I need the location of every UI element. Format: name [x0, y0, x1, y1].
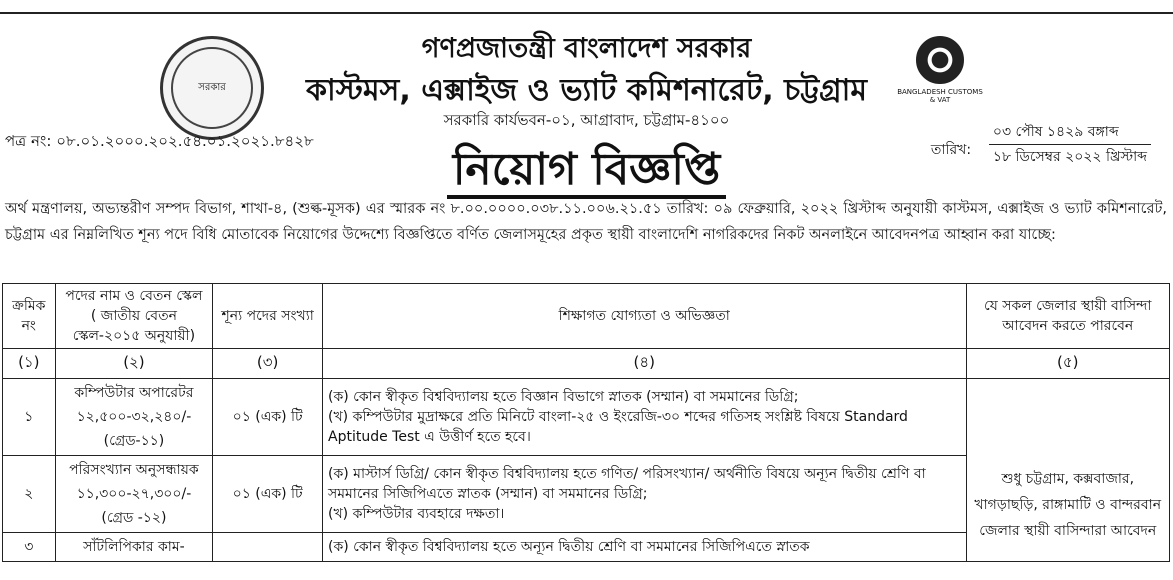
letterhead — [0, 16, 1173, 196]
notice-title-text: নিয়োগ বিজ্ঞপ্তি — [447, 144, 726, 199]
table-header-row — [3, 284, 1170, 349]
row-qualification — [323, 456, 967, 533]
customs-vat-logo — [897, 36, 983, 126]
header-serial: ক্রমিক নং — [3, 284, 56, 349]
qualification-item: (ক) মাস্টার্স ডিগ্রি/ কোন স্বীকৃত বিশ্ববিদ্যালয় হতে গণিত/ পরিসংখ্যান/ অর্থনীতি বিষয়ে অন্যূন দ্বিতীয় শ্রেণি বা সমমানের সিজিপিএতে স্নাতক (সম্মান) বা সমমানের ডিগ্রি; — [328, 466, 926, 502]
header-qualification: শিক্ষাগত যোগ্যতা ও অভিজ্ঞতা — [323, 284, 967, 349]
eligible-districts: শুধু চট্টগ্রাম, কক্সবাজার, খাগড়াছড়ি, রাঙ্গামাটি ও বান্দরবান জেলার স্থায়ী বাসিন্দারা আবেদন — [966, 379, 1170, 562]
column-number: (৩) — [213, 349, 323, 379]
government-name: গণপ্রজাতন্ত্রী বাংলাদেশ সরকার — [421, 33, 752, 64]
column-number: (২) — [55, 349, 213, 379]
column-number: (৫) — [966, 349, 1170, 379]
row-serial: ২ — [3, 456, 56, 533]
qualification-item: (খ) কম্পিউটার ব্যবহারে দক্ষতা। — [328, 506, 505, 522]
row-qualification — [323, 533, 967, 562]
qualification-item: (খ) কম্পিউটার মুদ্রাক্ষরে প্রতি মিনিটে বাংলা-২৫ ও ইংরেজি-৩০ শব্দের গতিসহ সংশ্লিষ্ট বিষয়ে Standard Aptitude Test এ উত্তীর্ণ হতে হবে। — [328, 409, 908, 445]
top-rule — [0, 12, 1173, 14]
intro-paragraph: অর্থ মন্ত্রণালয়, অভ্যন্তরীণ সম্পদ বিভাগ, শাখা-৪, (শুল্ক-মূসক) এর স্মারক নং ৮.০০.০০০০.০৩৮.১১.০০৬.২১.৫১ তারিখ: ০৯ ফেব্রুয়ারি, ২০২২ খ্রিস্টাব্দ অনুযায়ী কাস্টমস, এক্সাইজ ও ভ্যাট কমিশনারেট, চট্টগ্রাম এর নিম্নলিখিত শূন্য পদে বিধি মোতাবেক নিয়োগের উদ্দেশ্যে বিজ্ঞপ্তিতে বর্ণিত জেলাসমূহের প্রকৃত স্থায়ী বাংলাদেশি নাগরিকদের নিকট অনলাইনে আবেদনপত্র আহ্বান করা যাচ্ছে: — [5, 201, 1167, 243]
vacancy-table — [2, 283, 1170, 562]
row-post — [55, 379, 213, 456]
customs-logo-text: BANGLADESH CUSTOMS & VAT — [897, 88, 983, 104]
qualification-item: (ক) কোন স্বীকৃত বিশ্ববিদ্যালয় হতে অন্যূন দ্বিতীয় শ্রেণি বা সমমানের সিজিপিএতে স্নাতক — [328, 539, 810, 555]
row-count — [213, 533, 323, 562]
row-serial: ১ — [3, 379, 56, 456]
date-bangla: ০৩ পৌষ ১৪২৯ বঙ্গাব্দ — [989, 120, 1151, 145]
pay-scale: ১১,৩০০-২৭,৩০০/- — [76, 486, 192, 502]
date-label: তারিখ: — [930, 142, 972, 158]
office-name: কাস্টমস, এক্সাইজ ও ভ্যাট কমিশনারেট, চট্টগ্রাম — [305, 73, 868, 108]
post-name: পরিসংখ্যান অনুসন্ধায়ক — [69, 462, 199, 478]
office-address: সরকারি কার্যভবন-০১, আগ্রাবাদ, চট্টগ্রাম-৪১০০ — [443, 111, 730, 129]
post-name: সাঁটলিপিকার কাম- — [83, 539, 185, 555]
qualification-item: (ক) কোন স্বীকৃত বিশ্ববিদ্যালয় হতে বিজ্ঞান বিভাগে স্নাতক (সম্মান) বা সমমানের ডিগ্রি; — [328, 389, 799, 405]
row-post — [55, 456, 213, 533]
memo-number: পত্র নং: ০৮.০১.২০০০.২০২.৫৪.০১.২০২১.৮৪২৮ — [5, 132, 314, 150]
row-count: ০১ (এক) টি — [213, 379, 323, 456]
customs-emblem-icon — [916, 36, 964, 84]
government-seal-inner: সরকার — [171, 47, 253, 129]
column-number: (১) — [3, 349, 56, 379]
column-number: (৪) — [323, 349, 967, 379]
header-count: শূন্য পদের সংখ্যা — [213, 284, 323, 349]
row-count: ০১ (এক) টি — [213, 456, 323, 533]
pay-grade: (গ্রেড-১১) — [103, 433, 165, 449]
column-number-row — [3, 349, 1170, 379]
date-english: ১৮ ডিসেম্বর ২০২২ খ্রিস্টাব্দ — [992, 149, 1147, 165]
row-qualification — [323, 379, 967, 456]
row-post — [55, 533, 213, 562]
post-name: কম্পিউটার অপারেটর — [74, 385, 194, 401]
header-post: পদের নাম ও বেতন স্কেল ( জাতীয় বেতন স্কেল-২০১৫ অনুযায়ী) — [55, 284, 213, 349]
pay-grade: (গ্রেড -১২) — [101, 510, 167, 526]
header-districts: যে সকল জেলার স্থায়ী বাসিন্দা আবেদন করতে পারবেন — [966, 284, 1170, 349]
table-row — [3, 379, 1170, 456]
row-serial: ৩ — [3, 533, 56, 562]
pay-scale: ১২,৫০০-৩২,২৪০/- — [76, 409, 192, 425]
